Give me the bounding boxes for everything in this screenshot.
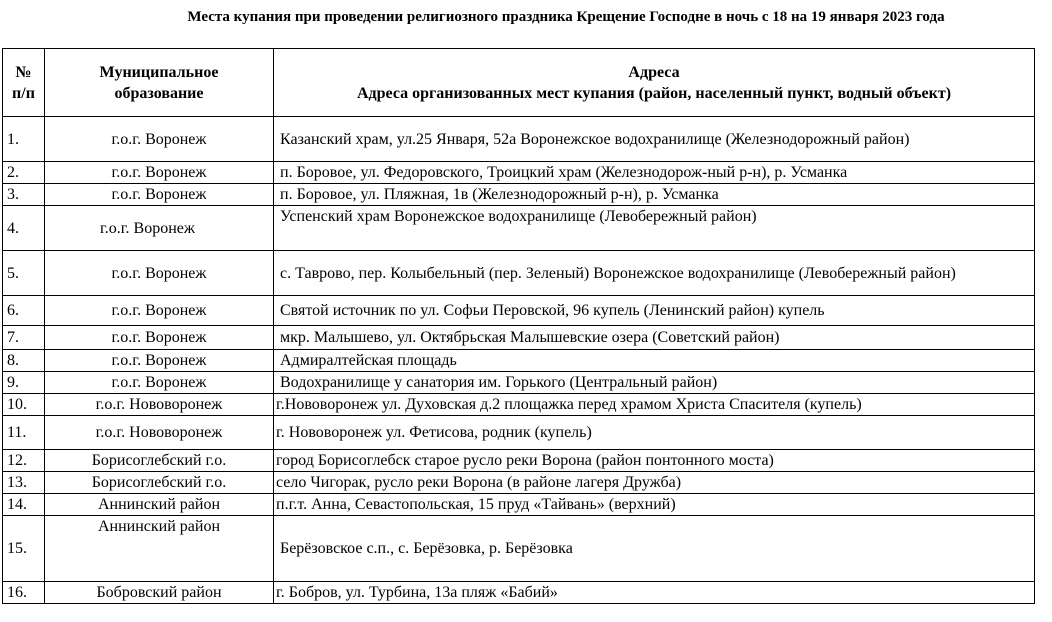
row-address: Адмиралтейская площадь: [274, 350, 1035, 372]
table-row: [3, 184, 1035, 206]
row-municipality: г.о.г. Воронеж: [45, 251, 274, 296]
row-address: Казанский храм, ул.25 Января, 52а Воронежское водохранилище (Железнодорожный район): [274, 117, 1035, 162]
row-address: Святой источник по ул. Софьи Перовской, 96 купель (Ленинский район) купель: [274, 296, 1035, 326]
table-row: [3, 251, 1035, 296]
row-number: 2.: [3, 162, 45, 184]
table-row: [3, 162, 1035, 184]
row-address: Водохранилище у санатория им. Горького (Центральный район): [274, 372, 1035, 394]
row-number: 6.: [3, 296, 45, 326]
table-row: [3, 516, 1035, 582]
row-number: 10.: [3, 394, 45, 416]
row-municipality: Борисоглебский г.о.: [45, 450, 274, 472]
header-addresses: [274, 49, 1035, 117]
row-number: 11.: [3, 416, 45, 450]
bathing-places-table: [2, 48, 1035, 604]
row-address: п.г.т. Анна, Севастопольская, 15 пруд «Тайвань» (верхний): [274, 494, 1035, 516]
row-number: 13.: [3, 472, 45, 494]
row-address: п. Боровое, ул. Пляжная, 1в (Железнодорожный р-н), р. Усманка: [274, 184, 1035, 206]
row-municipality: Бобровский район: [45, 582, 274, 604]
row-number: 9.: [3, 372, 45, 394]
row-municipality: г.о.г. Воронеж: [45, 372, 274, 394]
header-number: [3, 49, 45, 117]
row-municipality: г.о.г. Нововоронеж: [45, 394, 274, 416]
header-municipality: [45, 49, 274, 117]
table-row: [3, 117, 1035, 162]
header-addresses-line1: Адреса: [628, 63, 680, 81]
row-municipality: г.о.г. Воронеж: [45, 162, 274, 184]
row-municipality: г.о.г. Воронеж: [45, 350, 274, 372]
row-municipality: г.о.г. Нововоронеж: [45, 416, 274, 450]
row-number: 15.: [3, 516, 45, 582]
row-address: г. Бобров, ул. Турбина, 13а пляж «Бабий»: [274, 582, 1035, 604]
row-number: 5.: [3, 251, 45, 296]
table-row: [3, 326, 1035, 350]
table-row: [3, 450, 1035, 472]
row-number: 3.: [3, 184, 45, 206]
table-row: [3, 372, 1035, 394]
table-row: [3, 416, 1035, 450]
row-number: 16.: [3, 582, 45, 604]
row-number: 14.: [3, 494, 45, 516]
row-number: 8.: [3, 350, 45, 372]
table-row: [3, 472, 1035, 494]
row-municipality: Аннинский район: [45, 516, 274, 582]
row-number: 4.: [3, 206, 45, 251]
row-address: г.Нововоронеж ул. Духовская д.2 площажка перед храмом Христа Спасителя (купель): [274, 394, 1035, 416]
table-row: [3, 206, 1035, 251]
row-address: Успенский храм Воронежское водохранилище (Левобережный район): [274, 206, 1035, 251]
header-number-line1: №: [15, 63, 32, 81]
header-number-line2: п/п: [12, 84, 35, 102]
document-title: Места купания при проведении религиозного праздника Крещение Господне в ночь с 18 на 19 января 2023 года: [187, 9, 945, 25]
row-address: село Чигорак, русло реки Ворона (в районе лагеря Дружба): [274, 472, 1035, 494]
row-address: с. Таврово, пер. Колыбельный (пер. Зеленый) Воронежское водохранилище (Левобережный район): [274, 251, 1035, 296]
header-municipality-line1: Муниципальное: [99, 63, 219, 81]
row-municipality: Аннинский район: [45, 494, 274, 516]
row-address: мкр. Малышево, ул. Октябрьская Малышевские озера (Советский район): [274, 326, 1035, 350]
table-row: [3, 494, 1035, 516]
row-address: город Борисоглебск старое русло реки Ворона (район понтонного моста): [274, 450, 1035, 472]
table-header-row: [3, 49, 1035, 117]
row-address: г. Нововоронеж ул. Фетисова, родник (купель): [274, 416, 1035, 450]
table-row: [3, 350, 1035, 372]
row-number: 7.: [3, 326, 45, 350]
row-municipality: Борисоглебский г.о.: [45, 472, 274, 494]
header-addresses-line2: Адреса организованных мест купания (район, населенный пункт, водный объект): [356, 84, 952, 102]
table-row: [3, 296, 1035, 326]
row-number: 1.: [3, 117, 45, 162]
row-address: Берёзовское с.п., с. Берёзовка, р. Берёзовка: [274, 516, 1035, 582]
row-municipality: г.о.г. Воронеж: [45, 184, 274, 206]
row-municipality: г.о.г. Воронеж: [45, 296, 274, 326]
row-number: 12.: [3, 450, 45, 472]
row-municipality: г.о.г. Воронеж: [45, 117, 274, 162]
table-row: [3, 394, 1035, 416]
header-municipality-line2: образование: [114, 84, 204, 102]
row-municipality: г.о.г. Воронеж: [45, 326, 274, 350]
table-row: [3, 582, 1035, 604]
row-address: п. Боровое, ул. Федоровского, Троицкий храм (Железнодорож-ный р-н), р. Усманка: [274, 162, 1035, 184]
row-municipality: г.о.г. Воронеж: [45, 206, 274, 251]
